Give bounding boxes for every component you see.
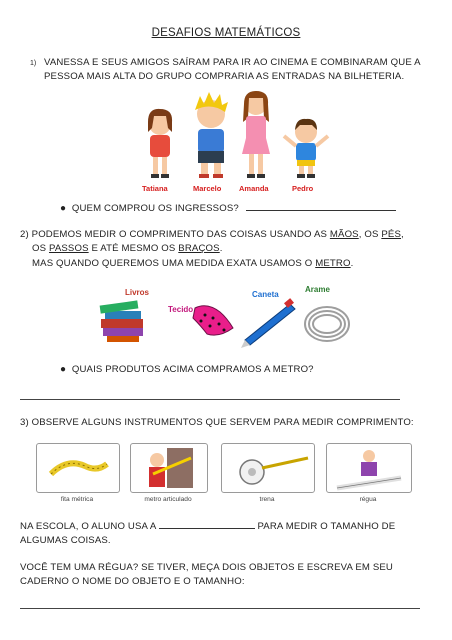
measuring-tape-icon — [37, 444, 119, 492]
product-label-livros: Livros — [125, 288, 150, 297]
kid-pedro-figure — [284, 119, 328, 178]
kid-name-tatiana: Tatiana — [142, 184, 168, 193]
answer-blank-3[interactable] — [159, 519, 255, 529]
kid-tatiana-figure — [148, 109, 172, 178]
bullet-icon: ● — [60, 203, 67, 214]
word-metro: METRO — [315, 258, 351, 269]
kids-illustration — [136, 88, 346, 190]
q2-text-h: . — [350, 258, 354, 269]
q2-text-e: E ATÉ MESMO OS — [88, 243, 179, 254]
answer-line-3[interactable] — [20, 608, 420, 609]
question-1-text-line1: VANESSA E SEUS AMIGOS SAÍRAM PARA IR AO CINEMA E COMBINARAM QUE A — [44, 57, 421, 68]
answer-blank-1[interactable] — [246, 201, 396, 211]
tool-label-trena: trena — [259, 496, 275, 503]
ruler-icon — [327, 444, 411, 492]
wire-figure — [305, 307, 349, 341]
question-1-prompt — [60, 201, 396, 216]
word-bracos: BRAÇOS — [178, 243, 220, 254]
question-2-text-line3 — [32, 257, 353, 271]
products-illustration — [95, 288, 360, 348]
kid-marcelo-figure — [195, 92, 228, 178]
tape-measure-icon — [222, 444, 314, 492]
school-sentence-line1 — [20, 519, 432, 534]
kid-amanda-figure — [242, 91, 270, 178]
school-sentence-line2: ALGUMAS COISAS. — [20, 535, 111, 546]
question-1-prompt-text: QUEM COMPROU OS INGRESSOS? — [71, 203, 239, 214]
bullet-icon: ● — [60, 364, 67, 375]
tool-label-fita-metrica: fita métrica — [60, 496, 94, 503]
tool-label-metro-articulado: metro articulado — [144, 496, 192, 503]
books-figure — [100, 300, 143, 342]
ruler-instruction-line2: CADERNO O NOME DO OBJETO E O TAMANHO: — [20, 576, 245, 587]
page-title: DESAFIOS MATEMÁTICOS — [151, 27, 301, 39]
tool-box-trena — [221, 443, 315, 493]
school-sentence-b: PARA MEDIR O TAMANHO DE — [254, 521, 396, 532]
tool-box-fita-metrica — [36, 443, 120, 493]
q2-text-g: MAS QUANDO QUEREMOS UMA MEDIDA EXATA USAMOS O — [32, 258, 316, 269]
pen-figure — [241, 298, 295, 348]
tool-box-metro-articulado — [130, 443, 208, 493]
tool-label-regua: régua — [359, 496, 377, 503]
kid-name-amanda: Amanda — [239, 184, 269, 193]
word-passos: PASSOS — [48, 243, 89, 254]
question-1-text-line2: PESSOA MAIS ALTA DO GRUPO COMPRARIA AS ENTRADAS NA BILHETERIA. — [44, 71, 405, 82]
product-label-caneta: Caneta — [252, 290, 279, 299]
q2-text-b: , OS — [358, 229, 382, 240]
school-sentence-a: NA ESCOLA, O ALUNO USA A — [20, 521, 159, 532]
tool-box-regua — [326, 443, 412, 493]
question-2-prompt-text: QUAIS PRODUTOS ACIMA COMPRAMOS A METRO? — [71, 364, 314, 375]
product-label-tecido: Tecido — [168, 305, 194, 314]
answer-line-2[interactable] — [20, 399, 400, 400]
word-maos: MÃOS — [329, 229, 359, 240]
fabric-figure — [193, 306, 233, 335]
kid-name-pedro: Pedro — [292, 184, 314, 193]
q2-text-f: . — [219, 243, 223, 254]
product-label-arame: Arame — [305, 285, 330, 294]
ruler-instruction-line1: VOCÊ TEM UMA RÉGUA? SE TIVER, MEÇA DOIS OBJETOS E ESCREVA EM SEU — [20, 562, 394, 573]
question-2-text-line2 — [32, 242, 223, 256]
q2-text-a: 2) PODEMOS MEDIR O COMPRIMENTO DAS COISAS USANDO AS — [20, 229, 330, 240]
kid-name-marcelo: Marcelo — [193, 184, 222, 193]
q2-text-d: OS — [32, 243, 49, 254]
q2-text-c: , — [401, 229, 404, 240]
question-2-text-line1 — [20, 228, 430, 242]
folding-ruler-icon — [131, 444, 207, 492]
question-1-number: 1) — [30, 60, 37, 67]
word-pes: PÉS — [381, 229, 401, 240]
question-3-heading: 3) OBSERVE ALGUNS INSTRUMENTOS QUE SERVEM PARA MEDIR COMPRIMENTO: — [20, 417, 414, 428]
question-2-prompt — [60, 363, 314, 377]
